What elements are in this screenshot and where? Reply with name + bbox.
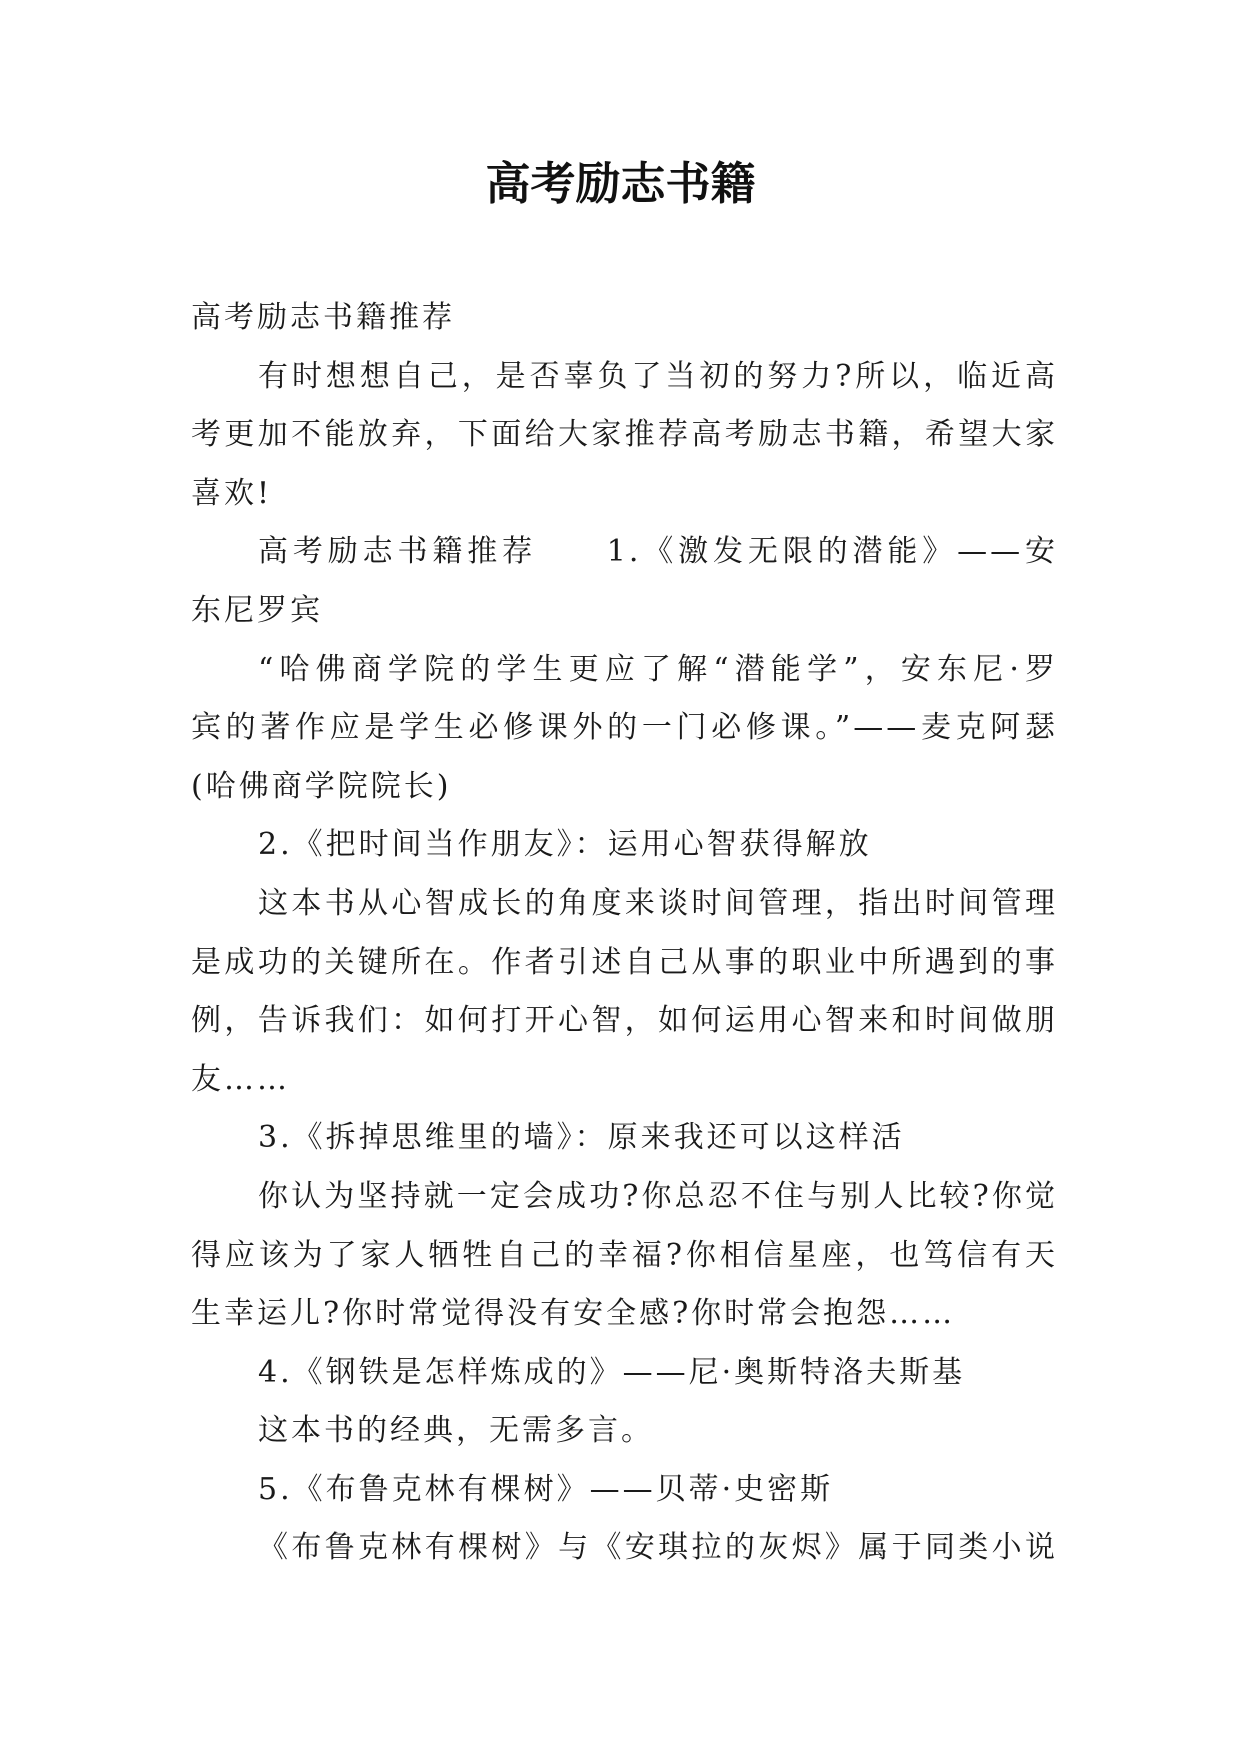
paragraph-line: 是成功的关键所在。作者引述自己从事的职业中所遇到的事: [191, 944, 1058, 980]
paragraph-line: 东尼罗宾: [191, 592, 323, 628]
book-2-heading: [191, 816, 1058, 875]
paragraph-line: 高考励志书籍推荐: [191, 300, 455, 335]
paragraph-line: “哈佛商学院的学生更应了解“潜能学”，安东尼·罗: [258, 651, 1058, 687]
paragraph-line: 《布鲁克林有棵树》与《安琪拉的灰烬》属于同类小说: [258, 1530, 1058, 1566]
section-heading: [191, 289, 1058, 348]
paragraph-line: 考更加不能放弃，下面给大家推荐高考励志书籍，希望大家: [191, 417, 1058, 453]
paragraph-line: 3.《拆掉思维里的墙》：原来我还可以这样活: [258, 1120, 905, 1156]
book-5-heading: [191, 1461, 1058, 1520]
document-title: 高考励志书籍: [485, 157, 756, 210]
paragraph-line: 高考励志书籍推荐 1.《激发无限的潜能》——安: [258, 534, 1058, 570]
paragraph-line: 这本书的经典，无需多言。: [258, 1413, 654, 1449]
paragraph-line: 4.《钢铁是怎样炼成的》——尼·奥斯特洛夫斯基: [258, 1354, 966, 1390]
paragraph-line: 5.《布鲁克林有棵树》——贝蒂·史密斯: [258, 1471, 834, 1507]
paragraph-line: 例，告诉我们：如何打开心智，如何运用心智来和时间做朋: [191, 1003, 1058, 1039]
paragraph-line: 宾的著作应是学生必修课外的一门必修课。”——麦克阿瑟: [191, 710, 1058, 746]
book-4-description: [191, 1402, 1058, 1461]
book-1-quote: [191, 641, 1058, 817]
book-5-description: [191, 1519, 1058, 1578]
book-3-description: [191, 1168, 1058, 1344]
paragraph-line: 友……: [191, 1061, 290, 1097]
paragraph-line: 你认为坚持就一定会成功?你总忍不住与别人比较?你觉: [258, 1178, 1058, 1214]
paragraph-line: 生幸运儿?你时常觉得没有安全感?你时常会抱怨……: [191, 1296, 956, 1332]
book-2-description: [191, 875, 1058, 1109]
book-1-heading: [191, 523, 1058, 640]
paragraph-line: 得应该为了家人牺牲自己的幸福?你相信星座，也笃信有天: [191, 1237, 1058, 1273]
paragraph-line: 这本书从心智成长的角度来谈时间管理，指出时间管理: [258, 885, 1058, 921]
document-body: [191, 289, 1058, 1578]
intro-paragraph: [191, 348, 1058, 524]
paragraph-line: 有时想想自己，是否辜负了当初的努力?所以，临近高: [258, 358, 1058, 394]
book-4-heading: [191, 1344, 1058, 1403]
paragraph-line: 2.《把时间当作朋友》：运用心智获得解放: [258, 827, 872, 863]
paragraph-line: (哈佛商学院院长): [191, 768, 452, 804]
paragraph-line: 喜欢!: [191, 475, 273, 511]
book-3-heading: [191, 1109, 1058, 1168]
